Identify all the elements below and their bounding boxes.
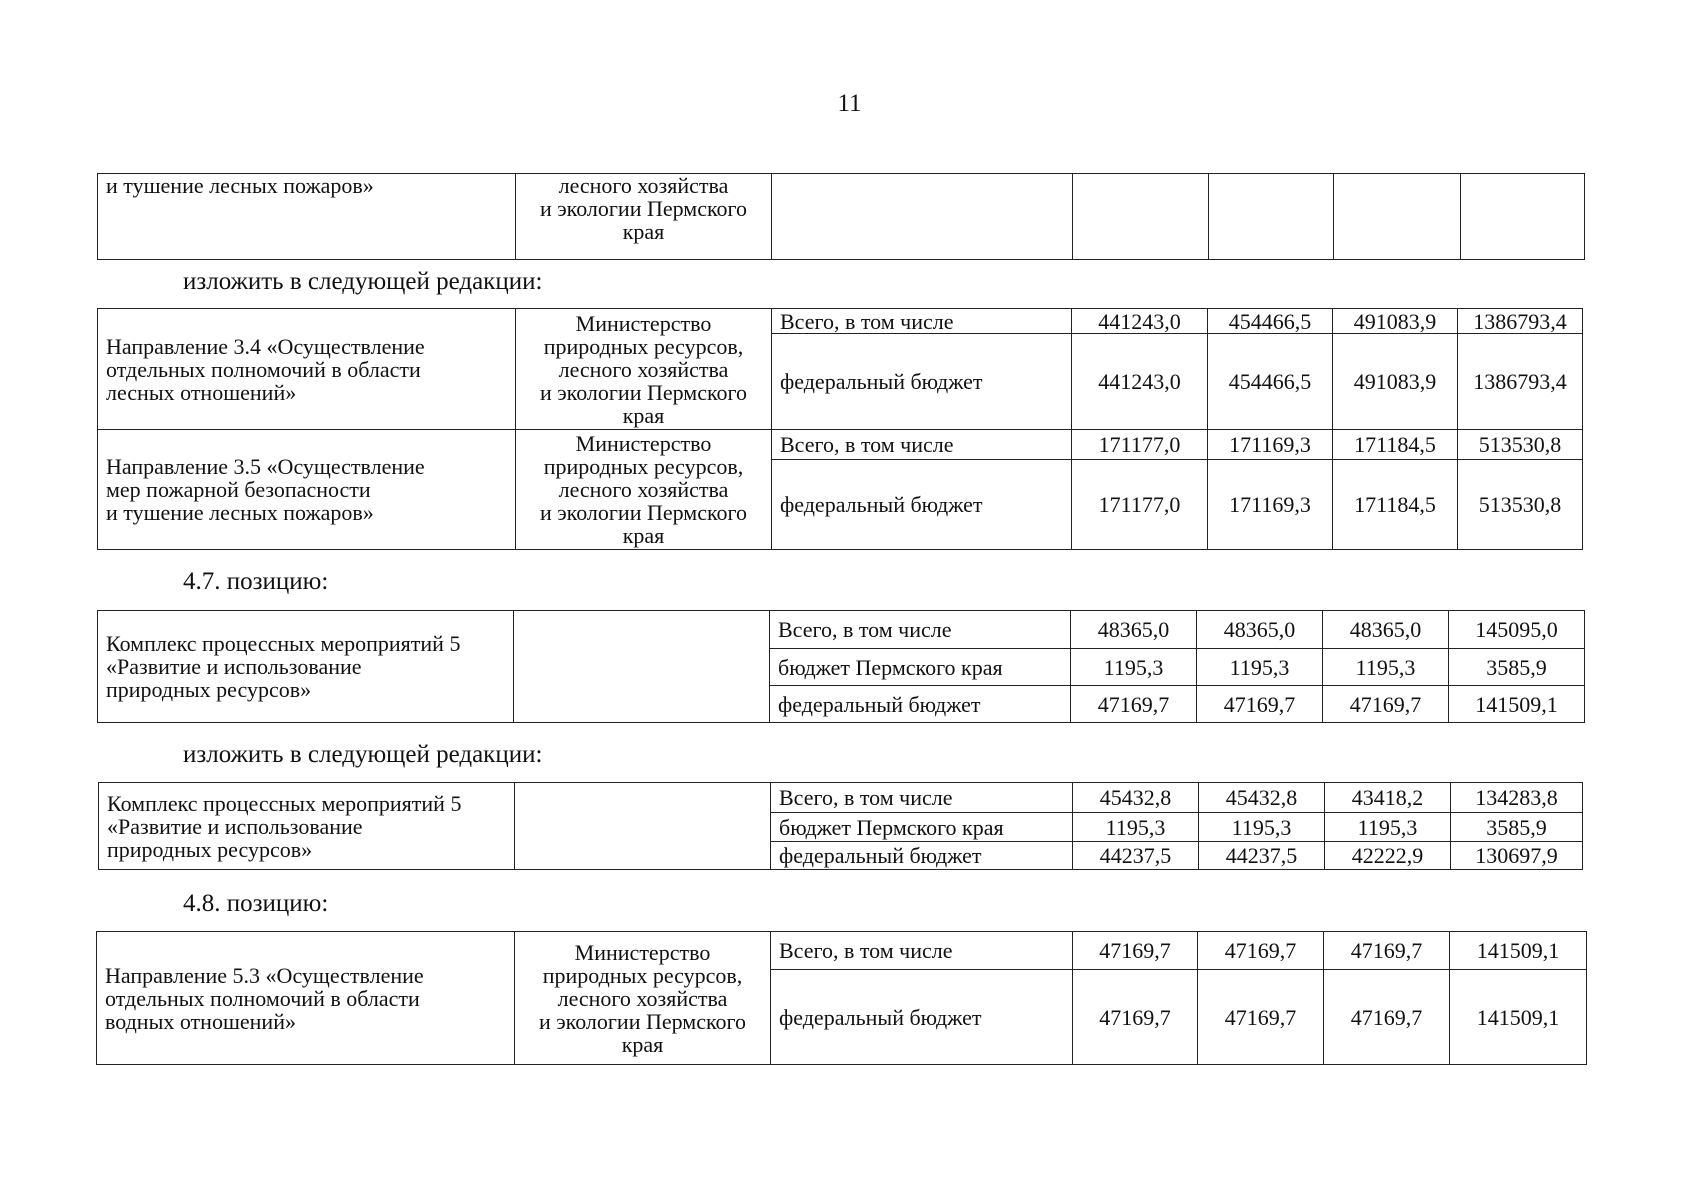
program-name-cell: Комплекс процессных мероприятий 5 «Развитие и использование природных ресурсов» [98, 611, 514, 723]
value-cell: 171169,3 [1208, 460, 1333, 550]
org-cell: Министерство природных ресурсов, лесного хозяйства и экологии Пермского края [515, 932, 771, 1065]
value-cell: 513530,8 [1458, 430, 1583, 460]
fragment-empty-cell [1209, 174, 1334, 260]
value-cell: 141509,1 [1449, 686, 1585, 723]
fragment-name-cell: и тушение лесных пожаров» [98, 174, 516, 260]
top-fragment-table [97, 173, 1585, 260]
value-cell: 491083,9 [1333, 309, 1458, 334]
source-cell: федеральный бюджет [770, 686, 1071, 723]
value-cell: 1386793,4 [1458, 334, 1583, 430]
fragment-empty-cell [772, 174, 1073, 260]
value-cell: 141509,1 [1450, 970, 1587, 1065]
fragment-org-cell: лесного хозяйства и экологии Пермского края [516, 174, 772, 260]
value-cell: 513530,8 [1458, 460, 1583, 550]
source-cell: бюджет Пермского края [771, 813, 1073, 842]
value-cell: 47169,7 [1324, 970, 1450, 1065]
value-cell: 45432,8 [1199, 783, 1325, 813]
fragment-empty-cell [1461, 174, 1585, 260]
value-cell: 134283,8 [1451, 783, 1583, 813]
source-cell: федеральный бюджет [771, 970, 1073, 1065]
value-cell: 171177,0 [1072, 460, 1208, 550]
value-cell: 145095,0 [1449, 611, 1585, 649]
value-cell: 47169,7 [1073, 970, 1198, 1065]
value-cell: 1195,3 [1073, 813, 1199, 842]
value-cell: 441243,0 [1072, 309, 1208, 334]
redaction-label: изложить в следующей редакции: [183, 741, 543, 768]
program-name-cell: Направление 3.5 «Осуществление мер пожарной безопасности и тушение лесных пожаров» [98, 430, 516, 550]
value-cell: 1195,3 [1197, 649, 1323, 686]
source-cell: федеральный бюджет [772, 460, 1072, 550]
budget-table-3 [98, 782, 1583, 870]
table-row [98, 611, 1585, 649]
value-cell: 42222,9 [1325, 842, 1451, 870]
source-cell: бюджет Пермского края [770, 649, 1071, 686]
source-cell: Всего, в том числе [772, 309, 1072, 334]
table-row [98, 430, 1583, 460]
value-cell: 171177,0 [1072, 430, 1208, 460]
value-cell: 48365,0 [1071, 611, 1197, 649]
source-cell: Всего, в том числе [771, 783, 1073, 813]
value-cell: 48365,0 [1197, 611, 1323, 649]
redaction-label: изложить в следующей редакции: [183, 268, 543, 295]
program-name-cell: Направление 5.3 «Осуществление отдельных полномочий в области водных отношений» [97, 932, 515, 1065]
value-cell: 45432,8 [1073, 783, 1199, 813]
budget-table-4 [96, 931, 1587, 1065]
fragment-empty-cell [1334, 174, 1461, 260]
value-cell: 1386793,4 [1458, 309, 1583, 334]
value-cell: 171169,3 [1208, 430, 1333, 460]
value-cell: 130697,9 [1451, 842, 1583, 870]
source-cell: федеральный бюджет [771, 842, 1073, 870]
fragment-empty-cell [1073, 174, 1209, 260]
table-row [99, 783, 1583, 813]
position-label-4-8: 4.8. позицию: [183, 890, 329, 917]
value-cell: 47169,7 [1197, 686, 1323, 723]
value-cell: 1195,3 [1071, 649, 1197, 686]
value-cell: 441243,0 [1072, 334, 1208, 430]
value-cell: 43418,2 [1325, 783, 1451, 813]
value-cell: 47169,7 [1323, 686, 1449, 723]
org-cell-empty [515, 783, 771, 870]
value-cell: 47169,7 [1198, 932, 1324, 970]
budget-table-1 [97, 308, 1583, 550]
value-cell: 491083,9 [1333, 334, 1458, 430]
value-cell: 3585,9 [1449, 649, 1585, 686]
budget-table-2 [97, 610, 1585, 723]
value-cell: 454466,5 [1208, 334, 1333, 430]
table-row [97, 932, 1587, 970]
source-cell: Всего, в том числе [771, 932, 1073, 970]
page-number: 11 [837, 90, 862, 117]
org-cell-empty [514, 611, 770, 723]
value-cell: 47169,7 [1198, 970, 1324, 1065]
value-cell: 44237,5 [1199, 842, 1325, 870]
source-cell: федеральный бюджет [772, 334, 1072, 430]
source-cell: Всего, в том числе [770, 611, 1071, 649]
value-cell: 47169,7 [1071, 686, 1197, 723]
org-cell: Министерство природных ресурсов, лесного хозяйства и экологии Пермского края [516, 309, 772, 430]
value-cell: 3585,9 [1451, 813, 1583, 842]
value-cell: 1195,3 [1325, 813, 1451, 842]
org-cell: Министерство природных ресурсов, лесного хозяйства и экологии Пермского края [516, 430, 772, 550]
table-row [98, 309, 1583, 334]
value-cell: 47169,7 [1324, 932, 1450, 970]
value-cell: 47169,7 [1073, 932, 1198, 970]
source-cell: Всего, в том числе [772, 430, 1072, 460]
value-cell: 454466,5 [1208, 309, 1333, 334]
value-cell: 171184,5 [1333, 430, 1458, 460]
value-cell: 171184,5 [1333, 460, 1458, 550]
program-name-cell: Комплекс процессных мероприятий 5 «Развитие и использование природных ресурсов» [99, 783, 515, 870]
program-name-cell: Направление 3.4 «Осуществление отдельных полномочий в области лесных отношений» [98, 309, 516, 430]
value-cell: 141509,1 [1450, 932, 1587, 970]
value-cell: 1195,3 [1199, 813, 1325, 842]
value-cell: 1195,3 [1323, 649, 1449, 686]
value-cell: 48365,0 [1323, 611, 1449, 649]
value-cell: 44237,5 [1073, 842, 1199, 870]
position-label-4-7: 4.7. позицию: [183, 568, 329, 595]
